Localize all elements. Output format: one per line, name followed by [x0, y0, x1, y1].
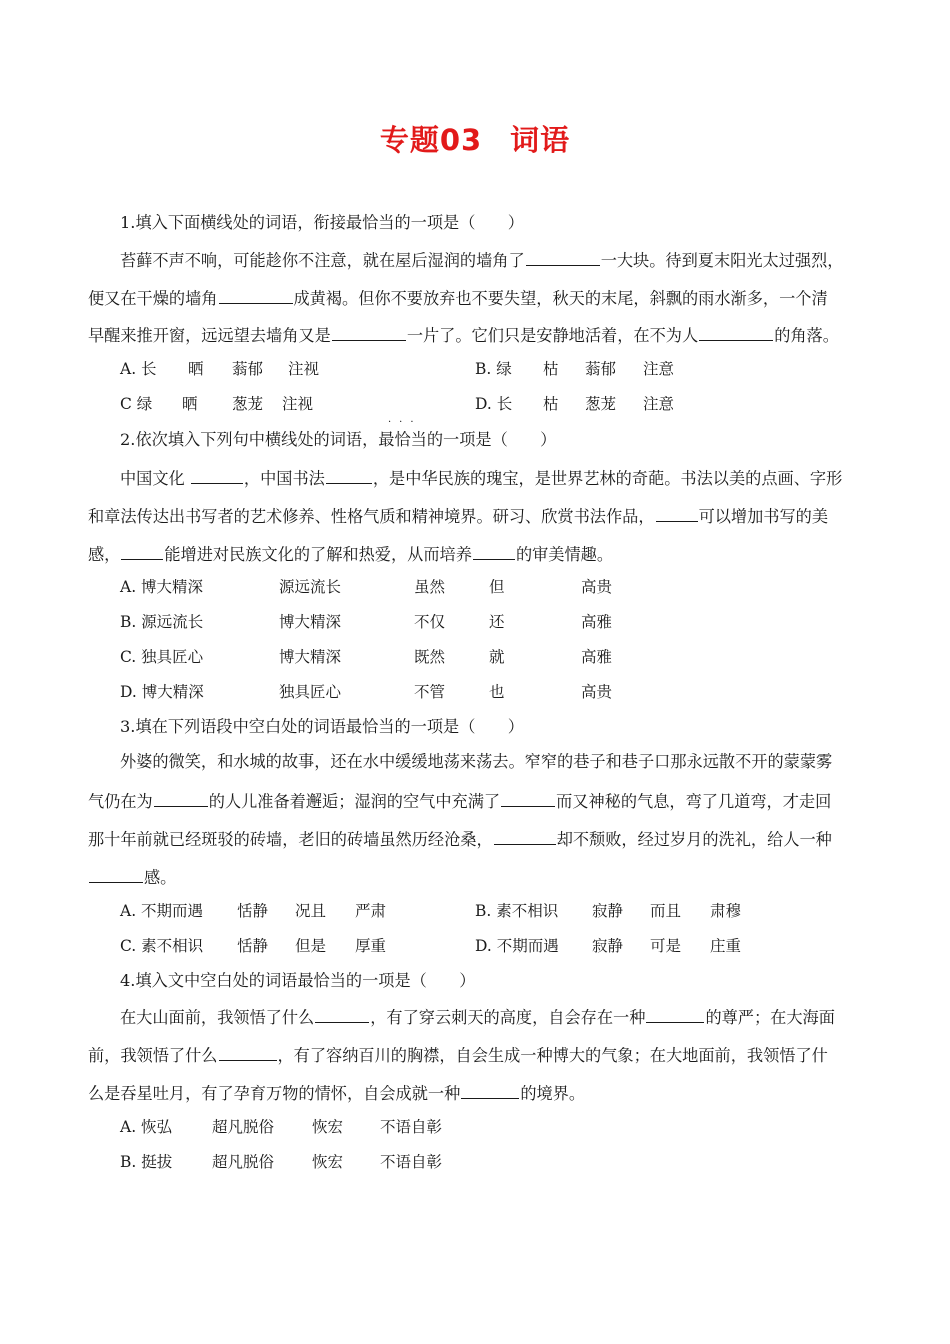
blank — [326, 467, 372, 484]
blank — [121, 543, 163, 560]
q2-passage-line-1: 中国文化 ，中国书法 ，是中华民族的瑰宝，是世界艺林的奇葩。书法以美的点画、字形 — [120, 469, 843, 488]
q4-passage-line-1: 在大山面前，我领悟了什么 ，有了穿云刺天的高度，自会存在一种 的尊严；在大海面 — [120, 1008, 835, 1027]
blank — [191, 467, 243, 484]
blank — [646, 1006, 704, 1023]
blank — [494, 828, 556, 845]
blank — [699, 324, 773, 341]
q1-passage-line-1: 苔藓不声不响，可能趁你不注意，就在屋后湿润的墙角了 一大块。待到夏末阳光太过强烈， — [120, 251, 844, 270]
q1-passage-line-2: 便又在干燥的墙角 成黄褐。但你不要放弃也不要失望，秋天的末尾，斜飘的雨水渐多，一个清 — [88, 289, 828, 308]
q4-passage-line-2: 前，我领悟了什么 ，有了容纳百川的胸襟，自会生成一种博大的气象；在大地面前，我领悟了什 — [88, 1046, 828, 1065]
blank — [461, 1082, 519, 1099]
q3-passage-line-4: 感。 — [88, 866, 176, 888]
blank — [219, 1044, 277, 1061]
page-title — [0, 118, 950, 159]
blank — [501, 790, 555, 807]
q1-stem: 1.填入下面横线处的词语，衔接最恰当的一项是（ ） — [120, 213, 524, 232]
q4-stem: 4.填入文中空白处的词语最恰当的一项是（ ） — [120, 971, 476, 990]
q3-passage-line-2: 气仍在为 的人儿准备着邂逅；湿润的空气中充满了 而又神秘的气息，弯了几道弯，才走回 — [88, 792, 832, 811]
title-sub: 词语 — [510, 123, 571, 157]
q4-passage-line-3: 么是吞星吐月，有了孕育万物的情怀，自会成就一种 的境界。 — [88, 1084, 586, 1103]
q2-stem: 2.依次填入下列句中横线处的词语，最恰当的一项是（ ） — [120, 430, 557, 449]
blank — [526, 249, 600, 266]
q3-passage-line-3: 那十年前就已经斑驳的砖墙，老旧的砖墙虽然历经沧桑， 却不颓败，经过岁月的洗礼，给人一种 — [88, 830, 832, 849]
emphasized-text: 最恰当 — [378, 430, 427, 449]
emphasis-dots: ··· — [388, 417, 422, 428]
blank — [473, 543, 515, 560]
blank — [656, 505, 698, 522]
q2-passage-line-2: 和章法传达出书写者的艺术修养、性格气质和精神境界。研习、欣赏书法作品， 可以增加书写的美 — [88, 507, 829, 526]
q2-passage-line-3: 感， 能增进对民族文化的了解和热爱，从而培养 的审美情趣。 — [88, 545, 614, 564]
title-main: 专题03 — [379, 123, 483, 157]
q3-passage-line-1: 外婆的微笑，和水城的故事，还在水中缓缓地荡来荡去。窄窄的巷子和巷子口那永远散不开的蒙蒙雾 — [120, 752, 833, 771]
blank — [315, 1006, 369, 1023]
blank — [219, 287, 293, 304]
document-page: 专题03 词语 1.填入下面横线处的词语，衔接最恰当的一项是（ ） 苔藓不声不响，可能趁你不注意，就在屋后湿润的墙角了 一大块。待到夏末阳光太过强烈， 便又在干燥的墙角 成黄褐。但你不要放弃也不要失望，秋天的末尾，斜飘的雨水渐多，一个清 早醒来推开窗，远远望去墙角又是 一片了。它们只是安静地活着，在不为人 的角落。 A. 长 晒 蓊郁 注视 B. 绿 枯 蓊郁 注意 C 绿 晒 葱茏 注视 D. 长 枯 葱茏 注意 ··· 2.依次填入下列句中横线处的词语，最恰当的一项是（ ） 中国文化 ，中国书法 ，是中华民族的瑰宝，是世界艺林的奇葩。书法以美的点画、字形 和章法传达出书写者的艺术修养、性格气质和精神境界。研习、欣赏书法作品， 可以增加书写的美 感， 能增进对民族文化的了解和热爱，从而培养 的审美情趣。 A. 博大精深 源远流长 虽然 但 高贵 B. 源远流长 博大精深 不仅 还 高雅 C. 独具匠心 博大精深 既然 就 高雅 D. 博大精深 独具匠心 不管 也 高贵 3.填在下列语段中空白处的词语最恰当的一项是（ ） 外婆的微笑，和水城的故事，还在水中缓缓地荡来荡去。窄窄的巷子和巷子口那永远散不开的蒙蒙雾 气仍在为 的人儿准备着邂逅；湿润的空气中充满了 而又神秘的气息，弯了几道弯，才走回 那十年前就已经斑驳的砖墙，老旧的砖墙虽然历经沧桑， 却不颓败，经过岁月的洗礼，给人一种 感。 A. 不期而遇 恬静 况且 严肃 B. 素不相识 寂静 而且 肃穆 C. 素不相识 恬静 但是 厚重 D. 不期而遇 寂静 可是 庄重 4.填入文中空白处的词语最恰当的一项是（ ） 在大山面前，我领悟了什么 ，有了穿云刺天的高度，自会存在一种 的尊严；在大海面 前，我领悟了什么 ，有了容纳百川的胸襟，自会生成一种博大的气象；在大地面前，我领悟了什 么是吞星吐月，有了孕育万物的情怀，自会成就一种 的境界。 A. 恢弘 超凡脱俗 恢宏 不语自彰 B. 挺拔 超凡脱俗 恢宏 不语自彰 — [0, 0, 950, 1344]
q3-stem: 3.填在下列语段中空白处的词语最恰当的一项是（ ） — [120, 717, 524, 736]
blank — [89, 866, 143, 883]
blank — [332, 324, 406, 341]
blank — [154, 790, 208, 807]
q1-passage-line-3: 早醒来推开窗，远远望去墙角又是 一片了。它们只是安静地活着，在不为人 的角落。 — [88, 326, 839, 345]
